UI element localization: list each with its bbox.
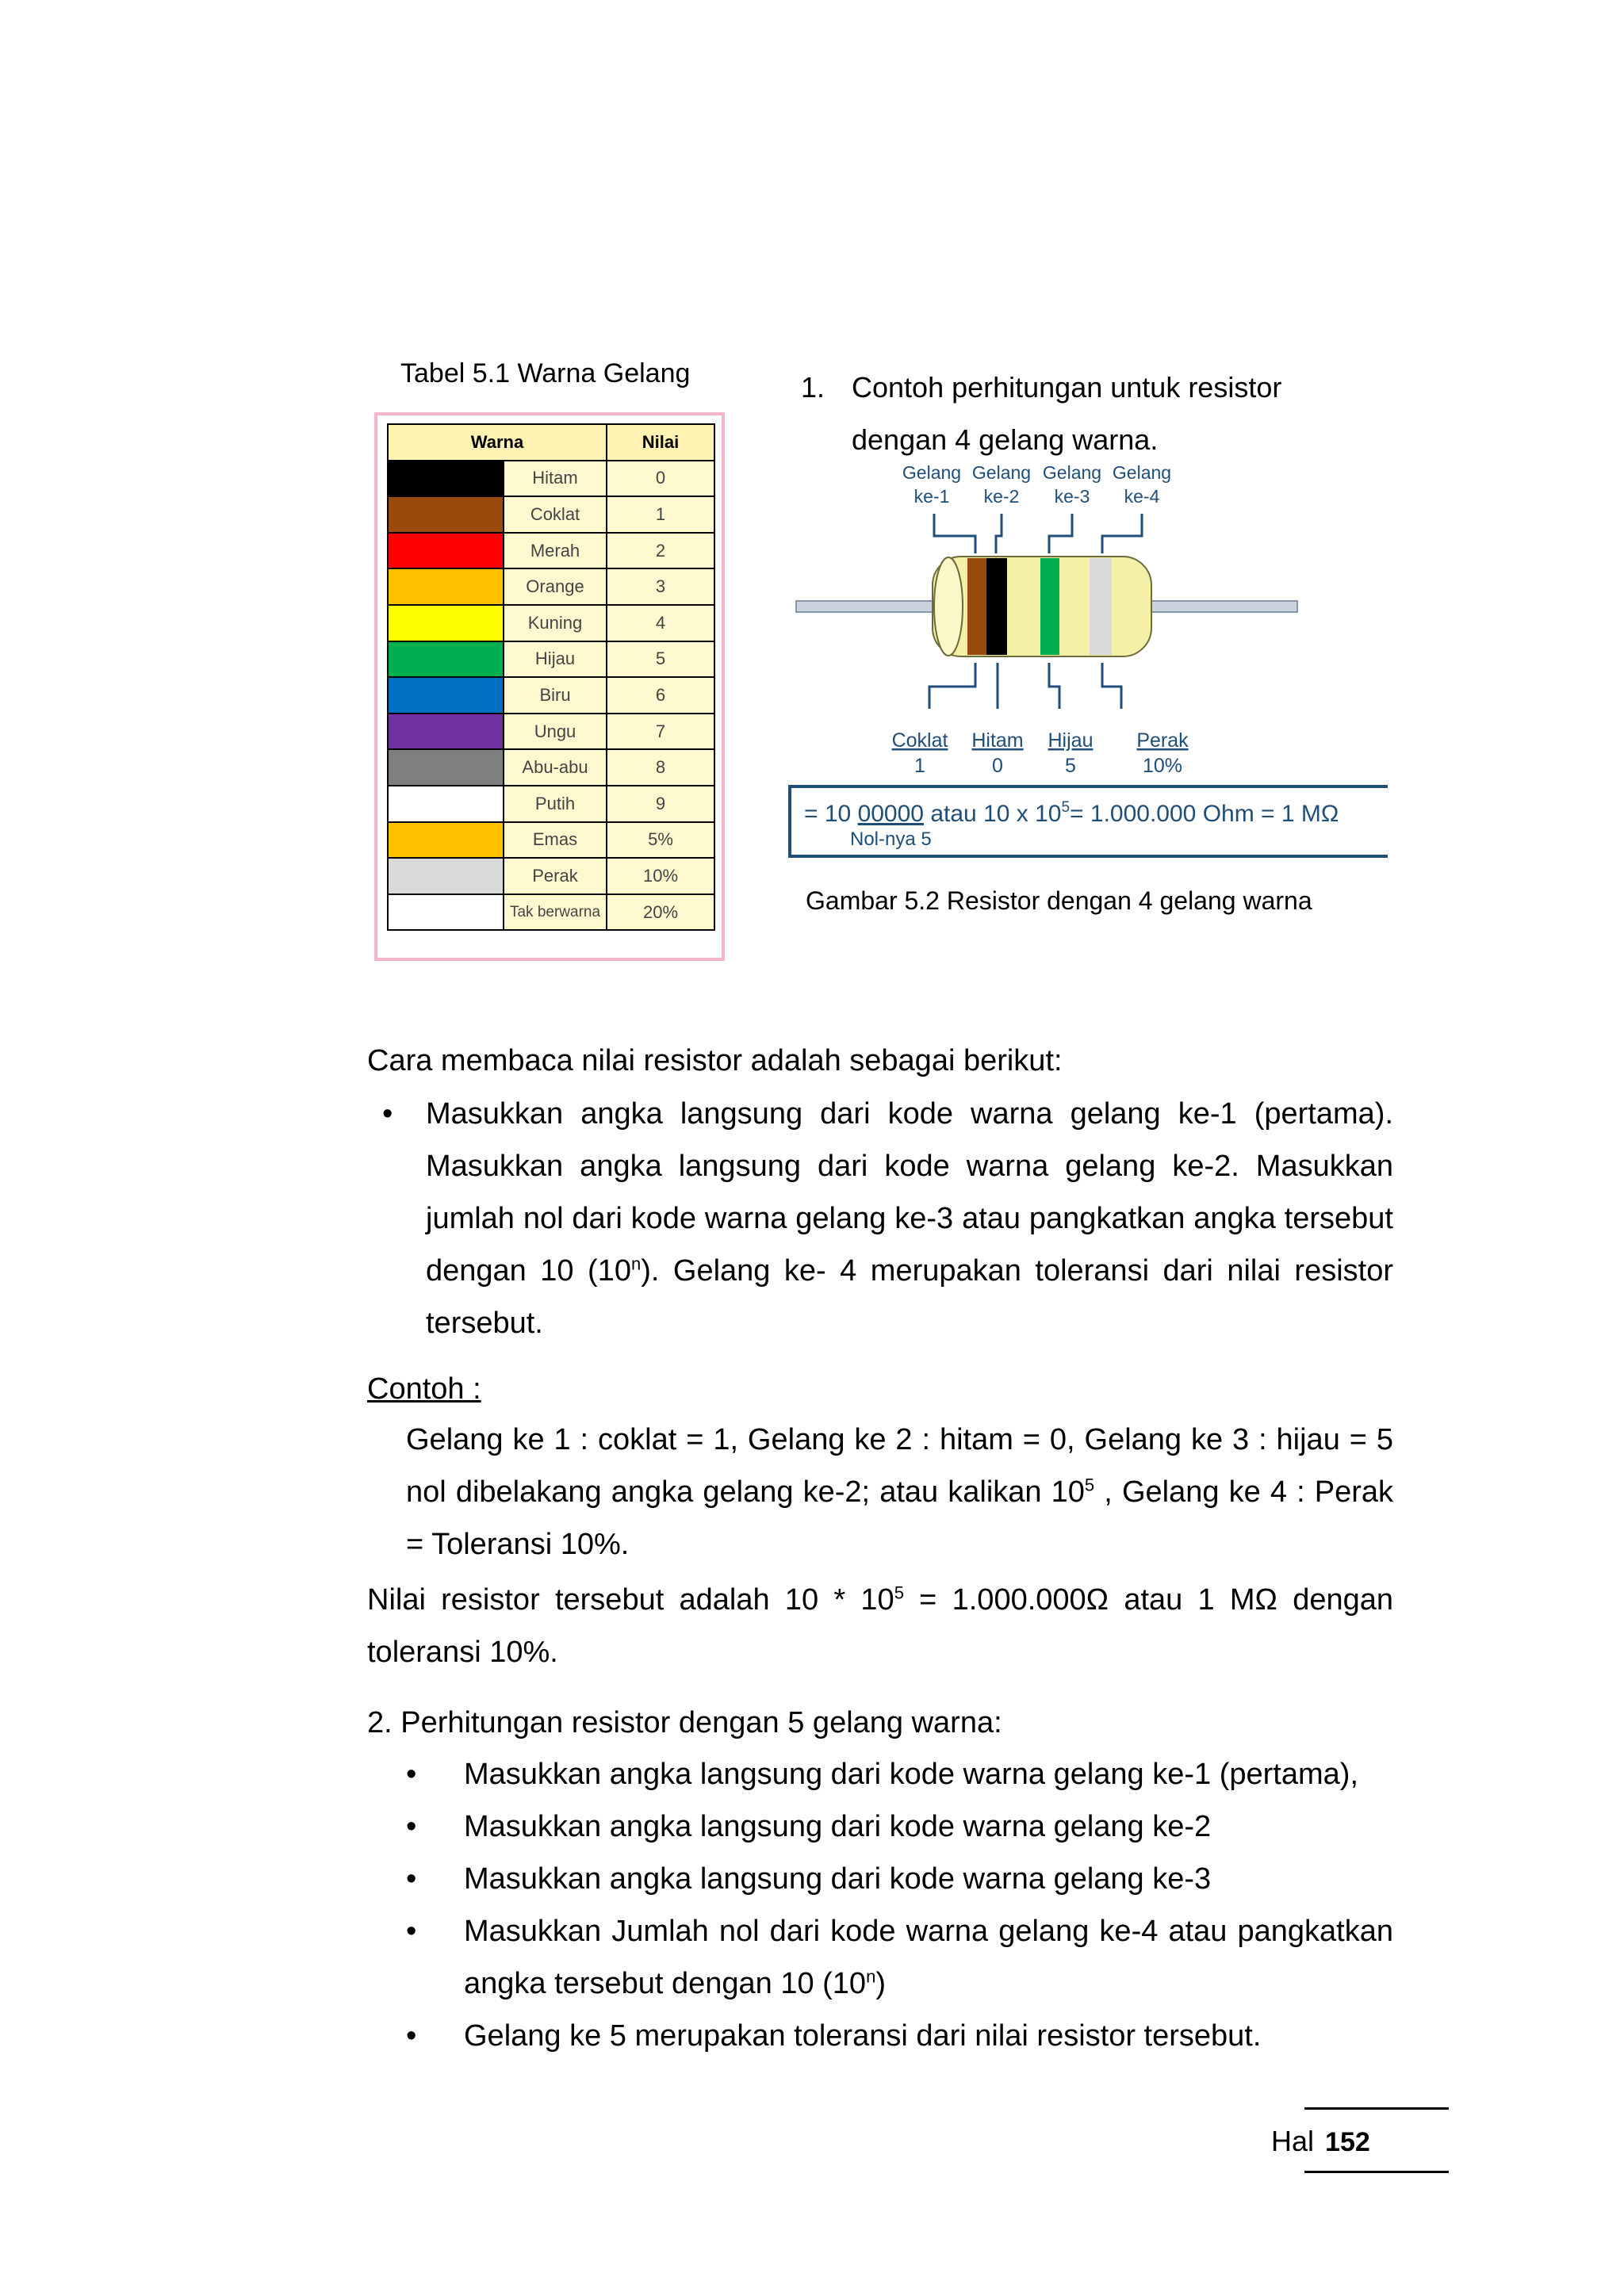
color-value: 7 bbox=[607, 714, 714, 750]
bottom-label-2-name: Hitam bbox=[971, 729, 1024, 752]
color-name: Putih bbox=[504, 786, 607, 822]
item-1-line2: dengan 4 gelang warna. bbox=[852, 423, 1159, 456]
resistor-figure bbox=[785, 460, 1388, 872]
bottom-label-3-name: Hijau bbox=[1048, 729, 1094, 752]
color-value: 5% bbox=[607, 822, 714, 859]
color-swatch bbox=[388, 496, 504, 533]
list-item bbox=[406, 1800, 1393, 1853]
header-nilai: Nilai bbox=[607, 424, 714, 461]
table-row bbox=[388, 822, 714, 859]
color-swatch bbox=[388, 786, 504, 822]
list-item bbox=[406, 2010, 1393, 2062]
top-connectors bbox=[934, 514, 1142, 553]
bullet-dot: • bbox=[406, 1862, 417, 1896]
color-value: 3 bbox=[607, 568, 714, 605]
formula-zeros: 00000 bbox=[857, 801, 924, 827]
bottom-connectors bbox=[929, 663, 1121, 709]
page-number: 152 bbox=[1325, 2127, 1370, 2157]
color-swatch bbox=[388, 461, 504, 497]
color-swatch bbox=[388, 641, 504, 678]
list-item bbox=[406, 1905, 1393, 2010]
color-swatch bbox=[388, 858, 504, 894]
formula-prefix: = 10 bbox=[804, 801, 858, 827]
band-2 bbox=[986, 558, 1007, 655]
formula-note: Nol-nya 5 bbox=[850, 828, 932, 850]
table-body bbox=[388, 461, 714, 931]
bullet-dot: • bbox=[406, 1915, 417, 1948]
color-value: 10% bbox=[607, 858, 714, 894]
footer-label: Hal bbox=[1271, 2125, 1315, 2157]
top-label-1-l2: ke-1 bbox=[914, 486, 950, 507]
color-name: Orange bbox=[504, 568, 607, 605]
table-row bbox=[388, 749, 714, 786]
list-item-text: Gelang ke 5 merupakan toleransi dari nilai resistor tersebut. bbox=[464, 2019, 1262, 2053]
color-name: Emas bbox=[504, 822, 607, 859]
color-name: Perak bbox=[504, 858, 607, 894]
bullet-sup: n bbox=[630, 1253, 642, 1274]
bullet-dot: • bbox=[406, 2019, 417, 2053]
footer-rule-top bbox=[1304, 2107, 1449, 2110]
color-name: Abu-abu bbox=[504, 749, 607, 786]
table-row bbox=[388, 496, 714, 533]
color-swatch bbox=[388, 677, 504, 714]
contoh-sup: 5 bbox=[1084, 1475, 1095, 1495]
item-1-number: 1. bbox=[801, 371, 825, 404]
color-value: 6 bbox=[607, 677, 714, 714]
bullet-text bbox=[426, 1088, 1393, 1349]
body-cap bbox=[934, 557, 963, 656]
color-value: 1 bbox=[607, 496, 714, 533]
item-1-text bbox=[852, 362, 1407, 466]
band-4 bbox=[1090, 558, 1112, 655]
band-3 bbox=[1040, 558, 1059, 655]
formula-exp: 5 bbox=[1061, 799, 1071, 816]
color-name: Hitam bbox=[504, 461, 607, 497]
table-row bbox=[388, 714, 714, 750]
top-label-4-l2: ke-4 bbox=[1124, 486, 1160, 507]
bullet-dot: • bbox=[382, 1097, 393, 1131]
color-code-table bbox=[387, 423, 715, 931]
figure-caption: Gambar 5.2 Resistor dengan 4 gelang warna bbox=[806, 886, 1312, 915]
item-1 bbox=[801, 362, 1404, 473]
table-row bbox=[388, 641, 714, 678]
table-row bbox=[388, 786, 714, 822]
table-caption: Tabel 5.1 Warna Gelang bbox=[400, 358, 691, 388]
color-name: Hijau bbox=[504, 641, 607, 678]
nilai-text bbox=[367, 1574, 1393, 1678]
footer-rule-bottom bbox=[1304, 2171, 1449, 2173]
list-item bbox=[406, 1748, 1393, 1800]
bottom-label-3-value: 5 bbox=[1065, 755, 1076, 777]
intro-text: Cara membaca nilai resistor adalah sebagai berikut: bbox=[367, 1044, 1063, 1077]
table-row bbox=[388, 894, 714, 931]
section-2-title: 2. Perhitungan resistor dengan 5 gelang warna: bbox=[367, 1706, 1002, 1739]
color-name: Ungu bbox=[504, 714, 607, 750]
lead-right bbox=[1142, 601, 1297, 612]
list-item-text: Masukkan angka langsung dari kode warna gelang ke-2 bbox=[464, 1810, 1212, 1843]
formula-suffix: = 1.000.000 Ohm = 1 MΩ bbox=[1070, 801, 1339, 827]
formula-text bbox=[804, 799, 1339, 827]
list-item bbox=[406, 1853, 1393, 1905]
formula-mid: atau 10 x 10 bbox=[924, 801, 1062, 827]
top-label-2-l1: Gelang bbox=[971, 462, 1032, 483]
top-label-3-l1: Gelang bbox=[1042, 462, 1102, 483]
color-swatch bbox=[388, 533, 504, 569]
color-name: Coklat bbox=[504, 496, 607, 533]
table-row bbox=[388, 568, 714, 605]
list-item-text: Masukkan angka langsung dari kode warna gelang ke-1 (pertama), bbox=[464, 1758, 1358, 1791]
color-value: 8 bbox=[607, 749, 714, 786]
top-label-4-l1: Gelang bbox=[1112, 462, 1172, 483]
item4-a: Masukkan Jumlah nol dari kode warna gelang ke-4 atau pangkatkan angka tersebut dengan 10 (10 bbox=[464, 1915, 1393, 2000]
bottom-label-2-value: 0 bbox=[992, 755, 1003, 777]
color-value: 5 bbox=[607, 641, 714, 678]
nilai-sup: 5 bbox=[894, 1582, 904, 1603]
bullet-text-b: ). Gelang ke- 4 merupakan toleransi dari nilai resistor tersebut. bbox=[426, 1254, 1393, 1340]
item4-b: ) bbox=[875, 1967, 886, 2000]
contoh-b: , Gelang ke 4 : Perak = Toleransi 10%. bbox=[406, 1475, 1393, 1561]
color-value: 2 bbox=[607, 533, 714, 569]
table-row bbox=[388, 533, 714, 569]
color-name: Kuning bbox=[504, 605, 607, 641]
color-swatch bbox=[388, 714, 504, 750]
list-item-text: Masukkan angka langsung dari kode warna gelang ke-3 bbox=[464, 1862, 1212, 1896]
color-name: Tak berwarna bbox=[504, 894, 607, 931]
item4-sup: n bbox=[866, 1966, 876, 1987]
top-label-1-l1: Gelang bbox=[902, 462, 962, 483]
bottom-label-1-value: 1 bbox=[914, 755, 925, 777]
bottom-label-4-name: Perak bbox=[1136, 729, 1189, 752]
color-swatch bbox=[388, 605, 504, 641]
bottom-label-1-name: Coklat bbox=[891, 729, 948, 752]
bullet-block bbox=[382, 1088, 1393, 1349]
contoh-body bbox=[406, 1414, 1393, 1571]
table-row bbox=[388, 461, 714, 497]
top-label-2-l2: ke-2 bbox=[983, 486, 1020, 507]
contoh-label: Contoh : bbox=[367, 1372, 481, 1406]
color-name: Biru bbox=[504, 677, 607, 714]
color-name: Merah bbox=[504, 533, 607, 569]
color-swatch bbox=[388, 749, 504, 786]
top-label-3-l2: ke-3 bbox=[1054, 486, 1090, 507]
nilai-a: Nilai resistor tersebut adalah 10 * 10 bbox=[367, 1583, 894, 1617]
lead-left bbox=[796, 601, 947, 612]
list-item-text bbox=[464, 1905, 1393, 2010]
section-2-list bbox=[406, 1748, 1393, 2062]
contoh-a: Gelang ke 1 : coklat = 1, Gelang ke 2 : hitam = 0, Gelang ke 3 : hijau = 5 nol dibelakang angka gelang ke-2; atau kalikan 10 bbox=[406, 1423, 1393, 1509]
nilai-b: = 1.000.000Ω atau 1 MΩ dengan toleransi 10%. bbox=[367, 1583, 1394, 1669]
color-value: 0 bbox=[607, 461, 714, 497]
bullet-text-a: Masukkan angka langsung dari kode warna gelang ke-1 (pertama). Masukkan angka langsung dari kode warna gelang ke-2. Masukkan jumlah nol dari kode warna gelang ke-3 atau pangkatkan angka tersebut dengan 10 (10 bbox=[426, 1097, 1393, 1288]
table-row bbox=[388, 677, 714, 714]
header-warna: Warna bbox=[388, 424, 607, 461]
item-1-line1: Contoh perhitungan untuk resistor bbox=[852, 371, 1282, 404]
bullet-dot: • bbox=[406, 1810, 417, 1843]
table-row bbox=[388, 858, 714, 894]
color-value: 20% bbox=[607, 894, 714, 931]
color-table-frame bbox=[374, 412, 725, 961]
color-swatch bbox=[388, 822, 504, 859]
band-1 bbox=[967, 558, 986, 655]
color-value: 9 bbox=[607, 786, 714, 822]
table-row bbox=[388, 605, 714, 641]
color-swatch bbox=[388, 894, 504, 931]
bullet-dot: • bbox=[406, 1758, 417, 1791]
page-footer bbox=[1271, 2125, 1370, 2158]
color-swatch bbox=[388, 568, 504, 605]
bottom-label-4-value: 10% bbox=[1142, 755, 1183, 777]
color-value: 4 bbox=[607, 605, 714, 641]
